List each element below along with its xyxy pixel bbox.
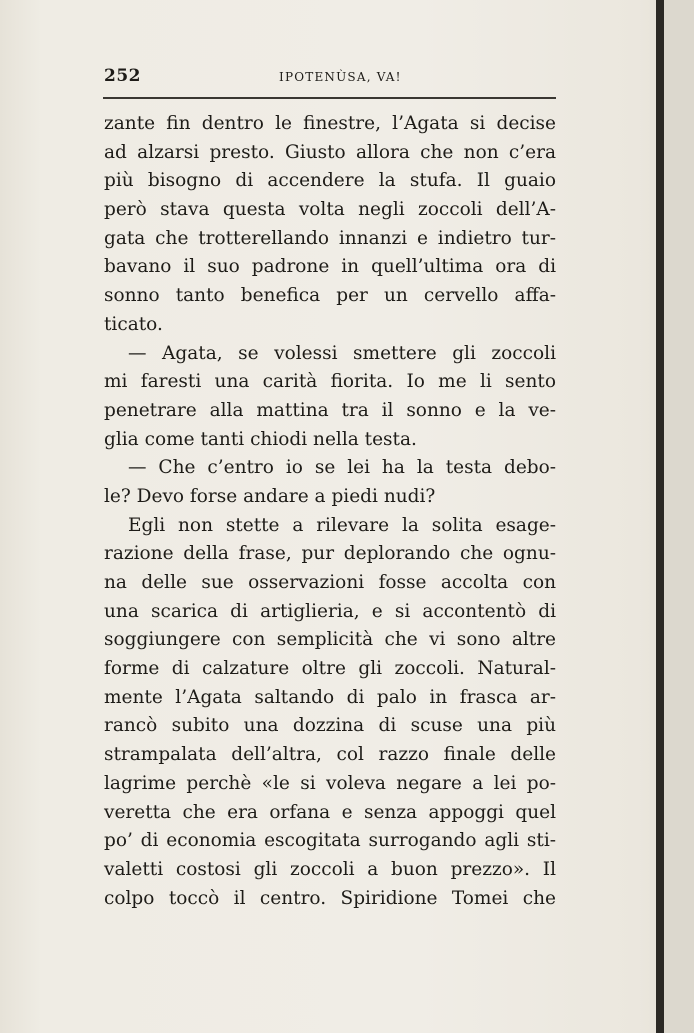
page-header <box>104 66 556 90</box>
text-line: le? Devo forse andare a piedi nudi? <box>104 485 436 507</box>
text-line: — Che c’entro io se lei ha la testa debo- <box>128 457 556 479</box>
text-line: po’ di economia escogitata surrogando agli sti- <box>104 830 556 852</box>
text-line: mi faresti una carità fiorita. Io me li sento <box>104 371 556 393</box>
text-line: zante fin dentro le finestre, l’Agata si decise <box>104 113 556 134</box>
text-line: mente l’Agata saltando di palo in frasca ar- <box>104 686 556 708</box>
text-line: forme di calzature oltre gli zoccoli. Natural- <box>104 658 556 680</box>
text-line: più bisogno di accendere la stufa. Il guaio <box>104 170 556 192</box>
binding-edge <box>656 0 664 1033</box>
text-line: Egli non stette a rilevare la solita esage- <box>128 514 556 536</box>
text-line: strampalata dell’altra, col razzo finale delle <box>104 744 556 766</box>
text-line: penetrare alla mattina tra il sonno e la ve- <box>104 399 556 421</box>
running-head: IPOTENÙSA, VA! <box>279 70 402 84</box>
body-text <box>104 110 556 913</box>
text-line: valetti costosi gli zoccoli a buon prezzo». Il <box>104 858 556 880</box>
text-line: ticato. <box>104 313 163 335</box>
text-line: una scarica di artiglieria, e si accontentò di <box>104 600 556 622</box>
text-line: razione della frase, pur deplorando che ognu- <box>104 543 556 565</box>
page-number: 252 <box>104 66 141 86</box>
text-line: lagrime perchè «le si voleva negare a lei po- <box>104 772 556 794</box>
header-rule <box>103 97 556 99</box>
text-line: bavano il suo padrone in quell’ultima ora di <box>104 256 556 278</box>
text-line: sonno tanto benefica per un cervello affa- <box>104 285 556 307</box>
text-line: soggiungere con semplicità che vi sono altre <box>104 629 556 651</box>
text-line: rancò subito una dozzina di scuse una più <box>104 715 556 737</box>
text-line: ad alzarsi presto. Giusto allora che non c’era <box>104 141 556 163</box>
text-line: na delle sue osservazioni fosse accolta con <box>104 572 556 593</box>
text-line: gata che trotterellando innanzi e indietro tur- <box>104 227 556 249</box>
text-line: veretta che era orfana e senza appoggi quel <box>104 801 556 823</box>
text-line: colpo toccò il centro. Spiridione Tomei che <box>104 887 556 909</box>
text-line: però stava questa volta negli zoccoli dell’A- <box>104 199 556 221</box>
text-line: glia come tanti chiodi nella testa. <box>104 428 417 450</box>
text-line: — Agata, se volessi smettere gli zoccoli <box>128 342 556 364</box>
adjacent-page-strip <box>664 0 694 1033</box>
